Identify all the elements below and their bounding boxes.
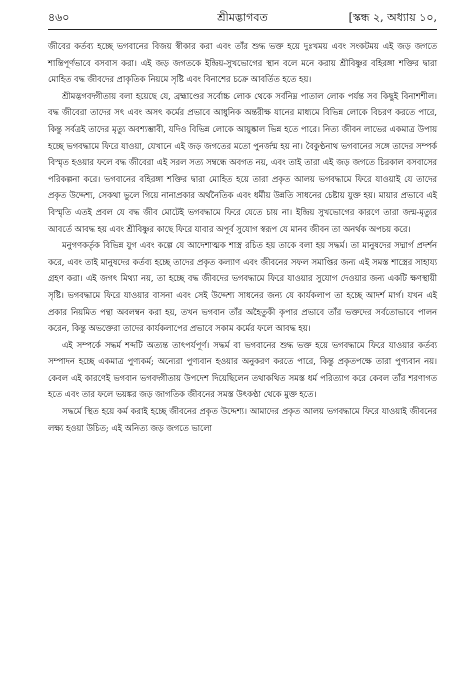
paragraph-5: সদ্ধর্মে স্থিত হয়ে কর্ম করাই হচ্ছে জীবনের প্রকৃত উদ্দেশ্য। আমাদের প্রকৃত আলয় ভগবদ্ধামে ফিরে যাওয়াই জীবনের লক্ষ্য হওয়া উচিত; এই অনিত্য জড় জগতে ভালো xyxy=(48,406,437,433)
page-number: ৪৬০ xyxy=(48,11,70,24)
page-header xyxy=(48,9,437,27)
header-divider xyxy=(48,29,437,30)
paragraph-4: এই সম্পর্কে সদ্ধর্ম শব্দটি অত্যন্ত তাৎপর্যপূর্ণ। সদ্ধর্ম বা ভগবানের শুদ্ধ ভক্ত হয়ে ভগবদ্ধামে ফিরে যাওয়ার কর্তব্য সম্পাদন হচ্ছে একমাত্র পুণ্যকর্ম; অন্যেরা পুণ্যবান হওয়ার অনুকরণ করতে পারে, কিন্তু প্রকৃতপক্ষে তারা পুণ্যবান নয়। কেবল এই কারণেই ভগবান ভগবদ্গীতায় উপদেশ দিয়েছিলেন তথাকথিত সমস্ত ধর্ম পরিত্যাগ করে কেবল তাঁর শরণাগত হতে এবং তার ফলে ভয়ঙ্কর জড় জাগতিক জীবনের সমস্ত উৎকণ্ঠা থেকে মুক্ত হতে। xyxy=(48,339,437,400)
paragraph-2: শ্রীমদ্ভগবদ্গীতায় বলা হয়েছে যে, ব্রহ্মাণ্ডের সর্বোচ্চ লোক থেকে সর্বনিম্ন পাতাল লোক পর্যন্ত সব কিছুই বিনাশশীল। বদ্ধ জীবেরা তাদের সৎ এবং অসৎ কর্মের প্রভাবে আধুনিক অন্তরীক্ষ যানের মাধ্যমে বিভিন্ন লোকে বিচরণ করতে পারে, কিন্তু সর্বত্রই তাদের মৃত্যু অবশ্যম্ভাবী, যদিও বিভিন্ন লোকে আয়ুষ্কাল ভিন্ন হতে পারে। নিত্য জীবন লাভের একমাত্র উপায় হচ্ছে ভগবদ্ধামে ফিরে যাওয়া, যেখানে এই জড় জগতের মতো পুনর্জন্ম হয় না। বৈকুণ্ঠনাথ ভগবানের সঙ্গে তাদের সম্পর্ক বিস্মৃত হওয়ার ফলে বদ্ধ জীবেরা এই সরল সত্য সম্বন্ধে অবগত নয়, এবং তাই তারা এই জড় জগতে চিরকাল বসবাসের পরিকল্পনা করে। ভগবানের বহিরঙ্গা শক্তির দ্বারা মোহিত হয়ে তারা প্রকৃত আলয় ভগবদ্ধামে ফিরে যাওয়াই যে তাদের প্রকৃত উদ্দেশ্য, সেকথা ভুলে গিয়ে নানাপ্রকার অর্থনৈতিক এবং ধর্মীয় উন্নতি সাধনের চেষ্টায় যুক্ত হয়। মায়ার প্রভাবে এই বিস্মৃতি এতই প্রবল যে বদ্ধ জীব মোটেই ভগবদ্ধামে ফিরে যেতে চায় না। ইন্দ্রিয় সুখভোগের কারণে তারা জন্ম-মৃত্যুর আবর্তে আবদ্ধ হয় এবং শ্রীবিষ্ণুর কাছে ফিরে যাবার অপূর্ব সুযোগ স্বরূপ যে মানব জীবন তা অনর্থক অপচয় করে। xyxy=(48,90,437,234)
paragraph-1: জীবের কর্তব্য হচ্ছে ভগবানের বিজয় স্বীকার করা এবং তাঁর শুদ্ধ ভক্ত হয়ে দুঃখময় এবং সংকটময় এই জড় জগতে শান্তিপূর্ণভাবে বসবাস করা। এই জড় জগতকে ইন্দ্রিয়-সুখভোগের স্থান বলে মনে করায় শ্রীবিষ্ণুর বহিরঙ্গা শক্তির দ্বারা মোহিত বদ্ধ জীবদের প্রাকৃতিক নিয়মে সৃষ্টি এবং বিনাশের চক্রে আবর্তিত হতে হয়। xyxy=(48,41,437,85)
running-title: শ্রীমদ্ভাগবত xyxy=(217,11,268,24)
section-reference: [স্কন্ধ ২, অধ্যায় ১০, xyxy=(348,11,437,24)
paragraph-3: মনুগণকর্তৃক বিভিন্ন যুগ এবং কল্পে যে আদেশাত্মক শাস্ত্র রচিত হয় তাকে বলা হয় সদ্ধর্ম। তা মানুষদের সদ্মার্গ প্রদর্শন করে, এবং তাই মানুষদের কর্তব্য হচ্ছে তাদের প্রকৃত কল্যাণ এবং জীবনের সফল সমাপ্তির জন্য এই সমস্ত শাস্ত্রের সাহায্য গ্রহণ করা। এই জগৎ মিথ্যা নয়, তা হচ্ছে বদ্ধ জীবদের ভগবদ্ধামে ফিরে যাওয়ার সুযোগ দেওয়ার জন্য একটি ক্ষণস্থায়ী সৃষ্টি। ভগবদ্ধামে ফিরে যাওয়ার বাসনা এবং সেই উদ্দেশ্য সাধনের জন্য যে কার্যকলাপ তা হচ্ছে আদর্শ মার্গ। যখন এই প্রকার নিয়মিত পন্থা অবলম্বন করা হয়, তখন ভগবান তাঁর অহৈতুকী কৃপার প্রভাবে তাঁর ভক্তদের সর্বতোভাবে পালন করেন, কিন্তু অভক্তেরা তাদের কার্যকলাপের প্রভাবে সকাম কর্মের ফলে আবদ্ধ হয়। xyxy=(48,240,437,334)
